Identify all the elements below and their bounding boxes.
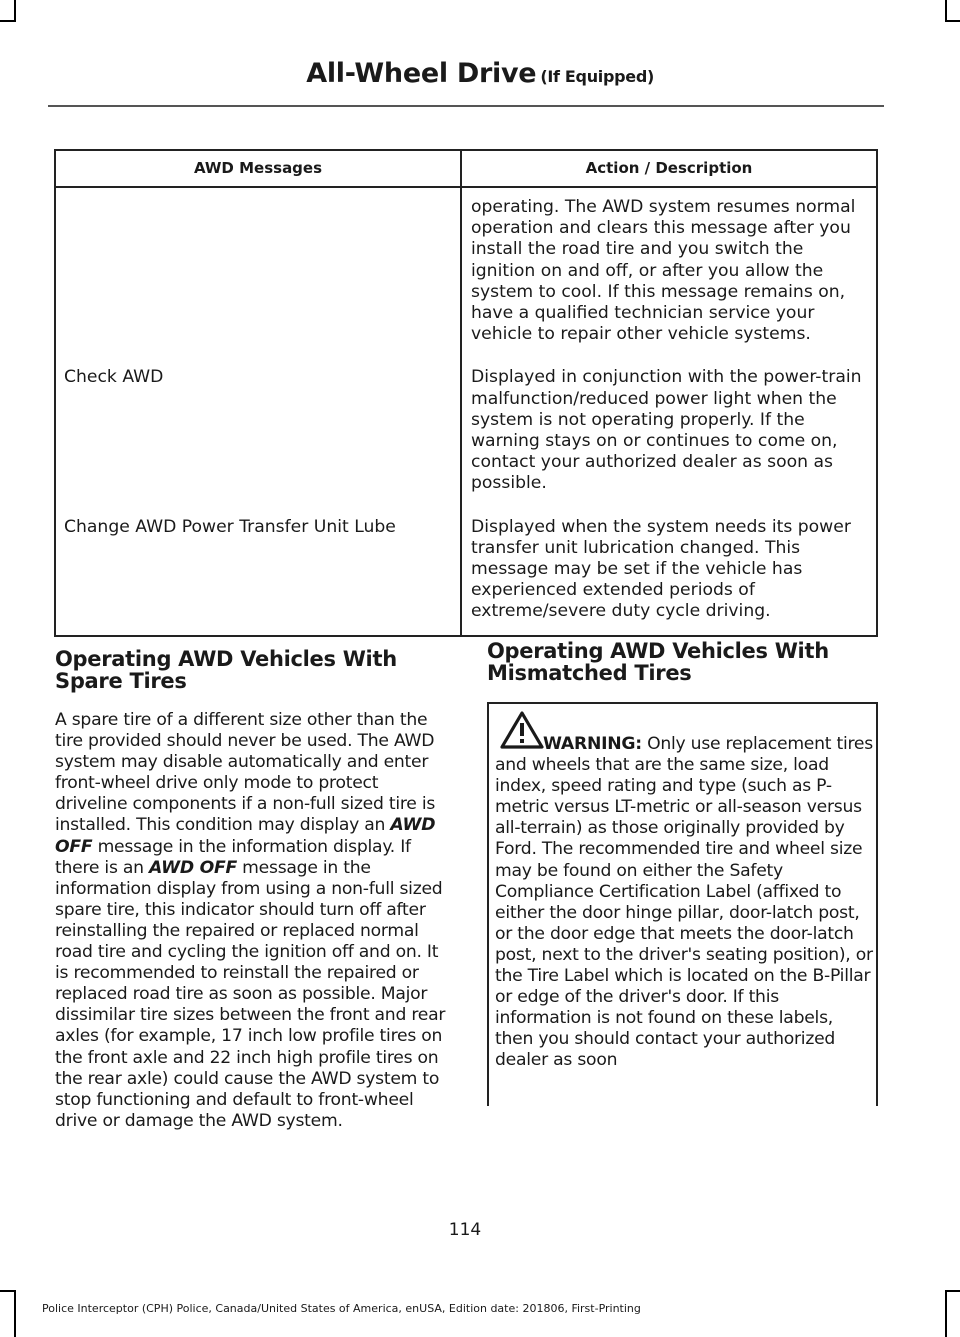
table-cell-description: operating. The AWD system resumes normal operation and clears this message after you install the road tire and you switch the ignition on and off, or after you allow the system to cool. If this message remains on, have a qualified technician service your vehicle to repair other vehicle systems.	[461, 187, 877, 357]
header-divider	[48, 105, 884, 107]
section-paragraph	[55, 710, 447, 1132]
page-header-title	[306, 58, 654, 89]
header-title-suffix: (If Equipped)	[540, 67, 654, 86]
crop-mark	[945, 1290, 947, 1337]
crop-mark	[14, 1290, 16, 1337]
message-term: AWD OFF	[55, 815, 436, 857]
table-row	[55, 187, 877, 357]
paragraph-text: A spare tire of a different size other than the tire provided should never be used. The AWD system may disable automatically and enter front-wheel drive only mode to protect driveline components if a non-full sized tire is installed. This condition may display an	[55, 710, 436, 836]
table-header-row	[55, 150, 877, 187]
table-cell-message: Check AWD	[55, 357, 461, 506]
page-number: 114	[448, 1220, 482, 1240]
column-header: Action / Description	[461, 150, 877, 187]
message-term: AWD OFF	[149, 857, 237, 878]
warning-label: WARNING:	[543, 734, 642, 754]
table-cell-description: Displayed in conjunction with the power-train malfunction/reduced power light when the system is not operating properly. If the warning stays on or continues to come on, contact your authorized dealer as soon as possible.	[461, 357, 877, 506]
paragraph-text: message in the information display. If there is an	[55, 836, 411, 878]
column-header: AWD Messages	[55, 150, 461, 187]
mismatched-tires-section	[487, 640, 879, 684]
crop-mark	[945, 1290, 960, 1292]
paragraph-text: message in the information display from using a non-full sized spare tire, this indicator should turn off after reinstalling the repaired or replaced normal road tire and cycling the ignition off and on. It is recommended to reinstall the repaired or replaced road tire as soon as possible. Major dissimilar tire sizes between the front and rear axles (for example, 17 inch low profile tires on the front axle and 22 inch high profile tires on the rear axle) could cause the AWD system to stop functioning and default to front-wheel drive or damage the AWD system.	[55, 857, 446, 1131]
crop-mark	[945, 20, 960, 22]
table-cell-description: Displayed when the system needs its power transfer unit lubrication changed. This message may be set if the vehicle has experienced extended periods of extreme/severe duty cycle driving.	[461, 507, 877, 636]
crop-mark	[0, 1290, 16, 1292]
table-row	[55, 357, 877, 506]
footer-edition-info: Police Interceptor (CPH) Police, Canada/United States of America, enUSA, Edition date: 201806, First-Printing	[42, 1302, 641, 1315]
crop-mark	[14, 0, 16, 22]
crop-mark	[0, 20, 16, 22]
header-title-text: All-Wheel Drive	[306, 58, 537, 89]
crop-mark	[945, 0, 947, 22]
table-cell-message	[55, 187, 461, 357]
warning-box	[487, 702, 878, 1106]
table-row	[55, 507, 877, 636]
spare-tires-section	[55, 648, 447, 1132]
section-heading: Operating AWD Vehicles With Spare Tires	[55, 647, 397, 693]
section-heading: Operating AWD Vehicles With Mismatched Tires	[487, 639, 829, 685]
table-cell-message: Change AWD Power Transfer Unit Lube	[55, 507, 461, 636]
warning-body: Only use replacement tires and wheels that are the same size, load index, speed rating and type (such as P-metric versus LT-metric or all-season versus all-terrain) as those originally provided by Ford. The recommended tire and wheel size may be found on either the Safety Compliance Certification Label (affixed to either the door hinge pillar, door-latch post, or the door edge that meets the door-latch post, next to the driver's seating position), or the Tire Label which is located on the B-Pillar or edge of the driver's door. If this information is not found on these labels, then you should contact your authorized dealer as soon	[495, 734, 873, 1071]
awd-messages-table	[54, 149, 878, 637]
warning-text	[495, 734, 873, 1072]
